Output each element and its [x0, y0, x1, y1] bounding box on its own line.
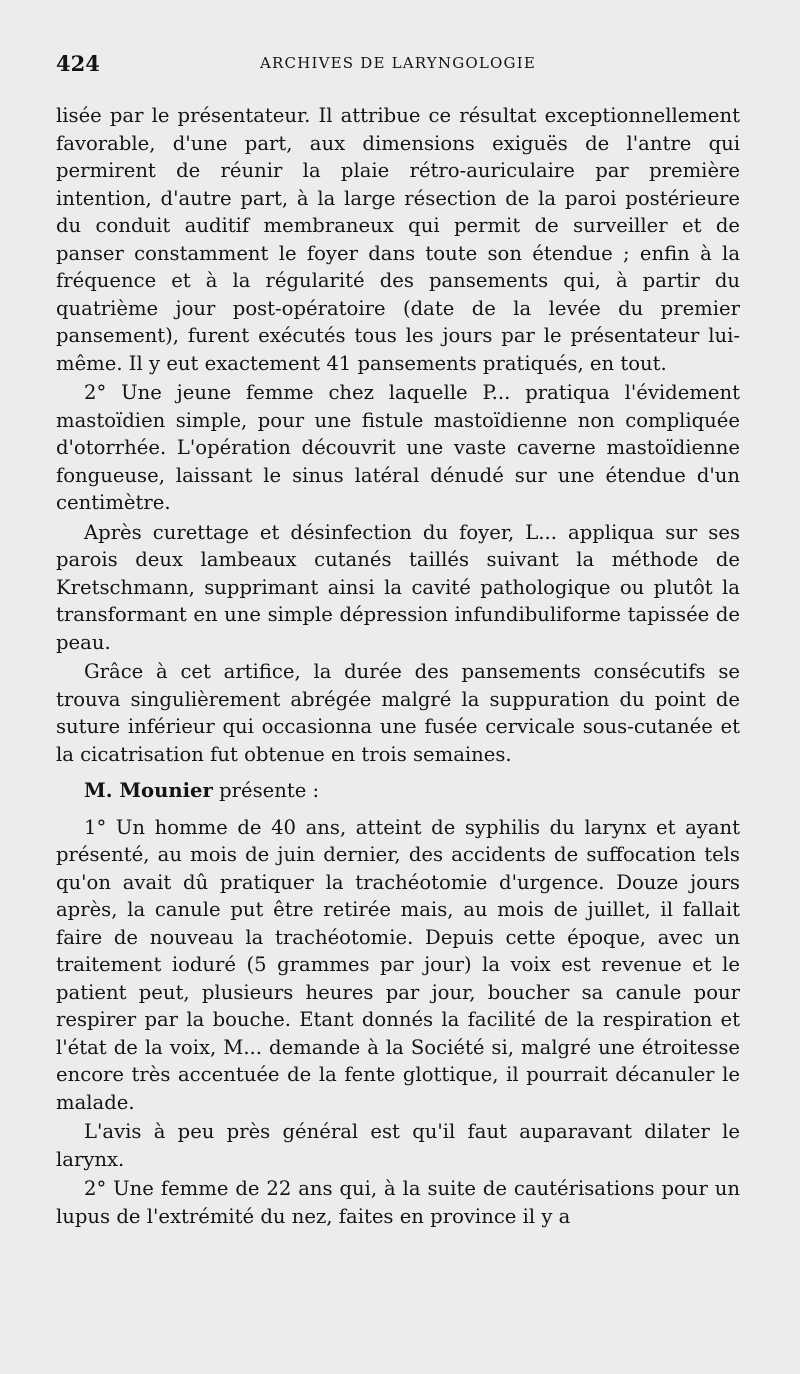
page-number: 424 — [56, 51, 100, 76]
paragraph-artifice: Grâce à cet artifice, la durée des pansements consécutifs se trouva singulièrement abrégée malgré la suppuration du point de suture inférieur qui occasionna une fusée cervicale sous-cutanée et la cicatrisation fut obtenue en trois semaines. — [56, 660, 740, 766]
running-title: ARCHIVES DE LARYNGOLOGIE — [259, 54, 537, 72]
paragraph-mounier-case-1: 1° Un homme de 40 ans, atteint de syphilis du larynx et ayant présenté, au mois de juin dernier, des accidents de suffocation tels qu'on avait dû pratiquer la trachéotomie d'urgence. Douze jours après, la canule put être retirée mais, au mois de juillet, il fallait faire de nouveau la trachéotomie. Depuis cette époque, avec un traitement ioduré (5 grammes par jour) la voix est revenue et le patient peut, plusieurs heures par jour, boucher sa canule pour respirer par la bouche. Etant donnés la facilité de la respiration et l'état de la voix, M... demande à la Société si, malgré une étroitesse encore très accentuée de la fente glottique, il pourrait décanuler le malade. — [56, 815, 740, 1114]
paragraph-opinion: L'avis à peu près général est qu'il faut auparavant dilater le larynx. — [56, 1120, 740, 1171]
speaker-line — [56, 777, 740, 805]
paragraph-mounier-case-2: 2° Une femme de 22 ans qui, à la suite de cautérisations pour un lupus de l'extrémité du nez, faites en province il y a — [56, 1177, 740, 1228]
speaker-name: M. Mounier — [84, 779, 213, 802]
paragraph-continuation: lisée par le présentateur. Il attribue ce résultat exceptionnellement favorable, d'une part, aux dimensions exiguës de l'antre qui permirent de réunir la plaie rétro-auriculaire par première intention, d'autre part, à la large résection de la paroi postérieure du conduit auditif membraneux qui permit de surveiller et de panser constamment le foyer dans toute son étendue ; enfin à la fréquence et à la régularité des pansements qui, à partir du quatrième jour post-opératoire (date de la levée du premier pansement), furent exécutés tous les jours par le présentateur lui-même. Il y eut exactement 41 pansements pratiqués, en tout. — [56, 104, 740, 375]
speaker-verb: présente : — [219, 779, 320, 802]
page-header — [56, 51, 740, 77]
paragraph-case-2: 2° Une jeune femme chez laquelle P... pratiqua l'évidement mastoïdien simple, pour une fistule mastoïdienne non compliquée d'otorrhée. L'opération découvrit une vaste caverne mastoïdienne fongueuse, laissant le sinus latéral dénudé sur une étendue d'un centimètre. — [56, 381, 740, 514]
body-text — [56, 102, 740, 1232]
paragraph-curettage: Après curettage et désinfection du foyer, L... appliqua sur ses parois deux lambeaux cutanés taillés suivant la méthode de Kretschmann, supprimant ainsi la cavité pathologique ou plutôt la transformant en une simple dépression infundibuliforme tapissée de peau. — [56, 520, 740, 654]
